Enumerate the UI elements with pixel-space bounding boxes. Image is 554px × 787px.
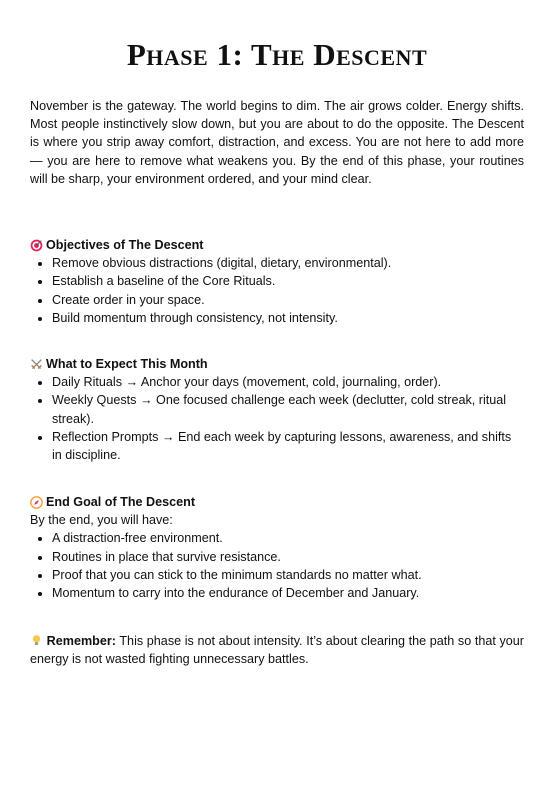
expect-list	[30, 373, 524, 464]
target-icon	[30, 239, 43, 252]
list-item: • Remove obvious distractions (digital, dietary, environmental).	[52, 254, 524, 272]
goal-heading-text: End Goal of The Descent	[46, 495, 196, 509]
goal-list	[30, 529, 524, 602]
list-item: • A distraction-free environment.	[52, 529, 524, 547]
list-item: • Routines in place that survive resistance.	[52, 548, 524, 566]
remember-paragraph	[30, 632, 524, 668]
remember-text: This phase is not about intensity. It’s about clearing the path so that your energy is not wasted fighting unnecessary battles.	[30, 634, 525, 667]
expect-section	[30, 355, 524, 464]
list-item: • Reflection Prompts → End each week by capturing lessons, awareness, and shifts in discipline.	[52, 428, 524, 464]
lightbulb-icon	[30, 634, 43, 647]
page-title: Phase 1: The Descent	[126, 37, 428, 72]
expect-heading-text: What to Expect This Month	[46, 357, 208, 371]
list-item: • Establish a baseline of the Core Rituals.	[52, 272, 524, 290]
goal-lead: By the end, you will have:	[30, 513, 173, 528]
compass-icon	[30, 496, 43, 509]
list-item: • Momentum to carry into the endurance of December and January.	[52, 584, 524, 602]
intro-paragraph: November is the gateway. The world begins to dim. The air grows colder. Energy shifts. Most people instinctively slow down, but you are about to do the opposite. The Descent is where you strip away comfort, distraction, and excess. You are not here to add more — you are here to remove what weakens you. By the end of this phase, your routines will be sharp, your environment ordered, and your mind clear.	[30, 99, 524, 186]
list-item: • Create order in your space.	[52, 291, 524, 309]
objectives-heading-text: Objectives of The Descent	[46, 238, 204, 252]
crossed-swords-icon	[30, 358, 43, 371]
objectives-list	[30, 254, 524, 327]
goal-section	[30, 493, 524, 602]
list-item: • Build momentum through consistency, not intensity.	[52, 309, 524, 327]
remember-label: Remember:	[46, 634, 116, 648]
list-item: • Proof that you can stick to the minimum standards no matter what.	[52, 566, 524, 584]
expect-heading	[30, 355, 524, 373]
goal-heading	[30, 493, 524, 511]
objectives-section	[30, 236, 524, 327]
list-item: • Daily Rituals → Anchor your days (movement, cold, journaling, order).	[52, 373, 524, 391]
list-item: • Weekly Quests → One focused challenge each week (declutter, cold streak, ritual streak).	[52, 391, 524, 427]
objectives-heading	[30, 236, 524, 254]
